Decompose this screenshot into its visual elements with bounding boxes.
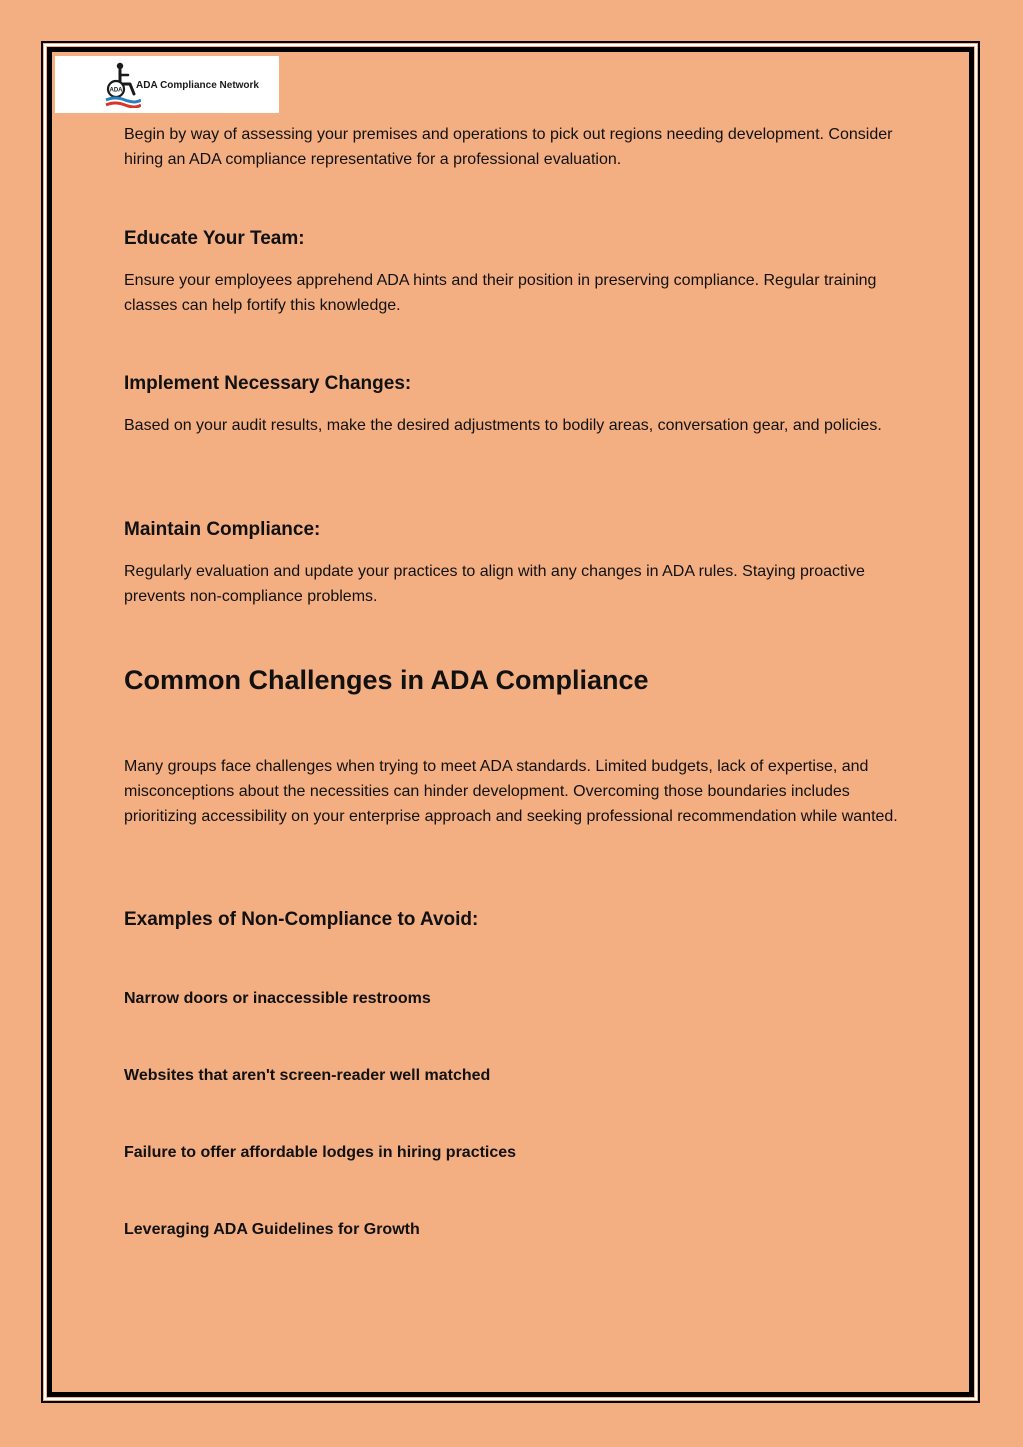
intro-paragraph: Begin by way of assessing your premises and operations to pick out regions needing development. Consider hiring an ADA compliance representative for a professional evaluation. <box>124 126 893 168</box>
list-item: Narrow doors or inaccessible restrooms <box>124 990 431 1007</box>
list-item: Websites that aren't screen-reader well matched <box>124 1067 491 1084</box>
challenges-heading: Common Challenges in ADA Compliance <box>124 665 649 695</box>
logo-badge-text: ADA <box>109 87 123 94</box>
section-heading: Educate Your Team: <box>124 228 305 249</box>
challenges-paragraph: Many groups face challenges when trying to meet ADA standards. Limited budgets, lack of expertise, and misconceptions about the necessities can hinder development. Overcoming those boundaries includes prioritizing accessibility on your enterprise approach and seeking professional recommendation while wanted. <box>124 758 898 825</box>
logo-text: ADA Compliance Network <box>136 80 259 91</box>
section-heading: Maintain Compliance: <box>124 519 321 540</box>
logo <box>55 56 279 113</box>
list-item: Failure to offer affordable lodges in hiring practices <box>124 1144 517 1161</box>
section-paragraph: Regularly evaluation and update your practices to align with any changes in ADA rules. Staying proactive prevents non-compliance problems. <box>124 563 865 605</box>
list-item: Leveraging ADA Guidelines for Growth <box>124 1221 420 1238</box>
section-paragraph: Ensure your employees apprehend ADA hints and their position in preserving compliance. Regular training classes can help fortify this knowledge. <box>124 272 877 314</box>
section-heading: Implement Necessary Changes: <box>124 373 412 394</box>
section-paragraph: Based on your audit results, make the desired adjustments to bodily areas, conversation gear, and policies. <box>124 417 882 434</box>
examples-heading: Examples of Non-Compliance to Avoid: <box>124 909 479 930</box>
